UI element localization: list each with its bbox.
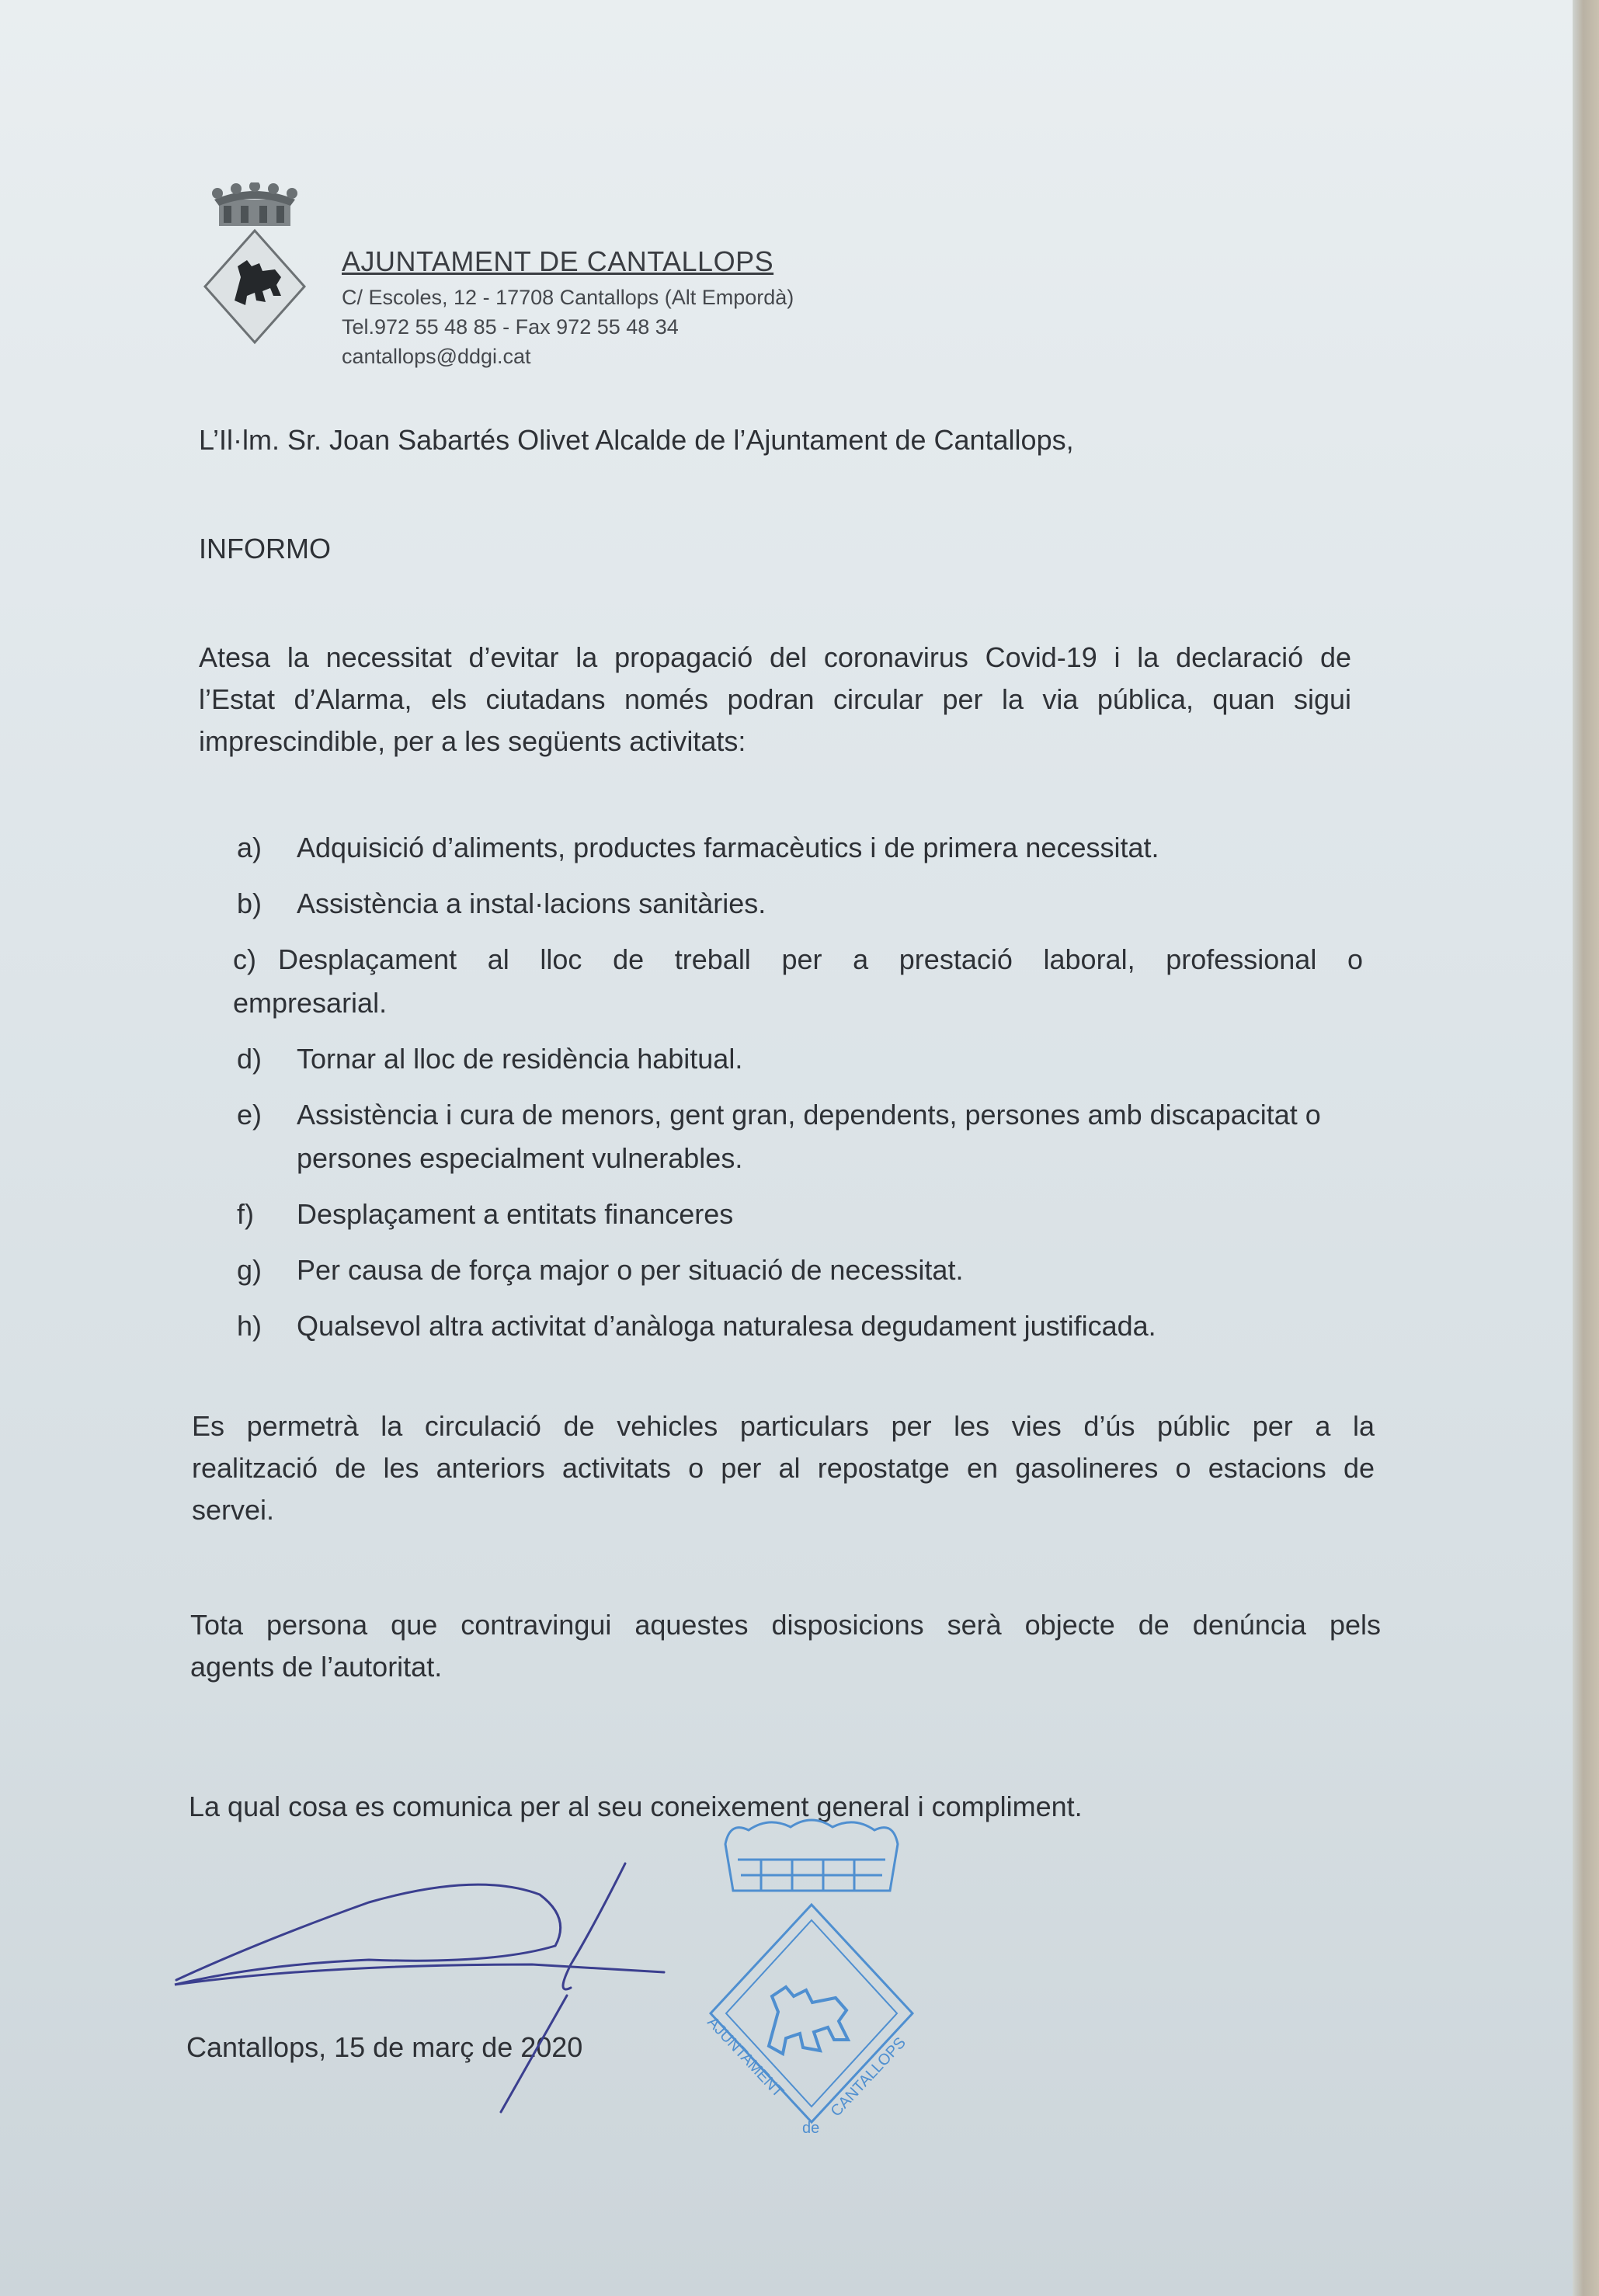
organization-phone-fax: Tel.972 55 48 85 - Fax 972 55 48 34 [342, 315, 679, 339]
official-stamp-icon [691, 1813, 932, 2139]
heading-informo: INFORMO [199, 533, 331, 564]
activities-list [233, 826, 1363, 1360]
signing-date: Cantallops, 15 de març de 2020 [186, 2031, 583, 2063]
stamp-ring-left: AJUNTAMENT [704, 2013, 787, 2101]
intro-paragraph [199, 637, 1351, 762]
list-item-text: Per causa de força major o per situació de necessitat. [297, 1254, 964, 1286]
stamp-ring-bottom: de [802, 2120, 820, 2137]
stamp-ring-right: CANTALLOPS [827, 2034, 909, 2121]
closing-statement: La qual cosa es comunica per al seu coneixement general i compliment. [189, 1791, 1083, 1822]
vehicles-line: servei. [192, 1494, 275, 1526]
list-item [233, 1037, 1363, 1081]
list-marker: d) [237, 1043, 262, 1075]
list-marker: b) [237, 887, 262, 919]
list-item-text: Tornar al lloc de residència habitual. [297, 1043, 743, 1075]
list-marker: g) [237, 1254, 262, 1286]
list-marker: c) [233, 943, 256, 975]
intro-line: l’Estat d’Alarma, els ciutadans només podran circular per la via pública, quan sigui [199, 683, 1351, 715]
list-item-text: Qualsevol altra activitat d’anàloga naturalesa degudament justificada. [297, 1310, 1156, 1342]
list-marker: e) [237, 1099, 262, 1131]
list-marker: h) [237, 1310, 262, 1342]
list-item-text: Assistència i cura de menors, gent gran, dependents, persones amb discapacitat o persones especialment vulnerables. [297, 1099, 1321, 1174]
denuncia-line: Tota persona que contravingui aquestes disposicions serà objecte de denúncia pels [190, 1609, 1381, 1641]
list-item [233, 826, 1363, 870]
list-item [233, 1093, 1363, 1180]
greeting: L’Il·lm. Sr. Joan Sabartés Olivet Alcalde de l’Ajuntament de Cantallops, [199, 424, 1074, 456]
list-marker: a) [237, 832, 262, 863]
vehicles-line: Es permetrà la circulació de vehicles particulars per les vies d’ús públic per a la [192, 1410, 1375, 1442]
vehicles-line: realització de les anteriors activitats o per al repostatge en gasolineres o estacions de [192, 1452, 1375, 1484]
list-marker: f) [237, 1198, 254, 1230]
signature-icon [167, 1856, 680, 2120]
intro-line: imprescindible, per a les següents activitats: [199, 725, 746, 757]
list-item [233, 882, 1363, 926]
list-item-text: Assistència a instal·lacions sanitàries. [297, 887, 766, 919]
vehicles-paragraph [192, 1405, 1375, 1531]
municipal-crest-icon [200, 182, 309, 346]
list-item-text: Desplaçament al lloc de treball per a prestació laboral, professional o empresarial. [233, 943, 1363, 1019]
organization-email: cantallops@ddgi.cat [342, 345, 531, 368]
organization-address: C/ Escoles, 12 - 17708 Cantallops (Alt Empordà) [342, 286, 794, 309]
intro-line: Atesa la necessitat d’evitar la propagació del coronavirus Covid-19 i la declaració de [199, 641, 1351, 673]
denuncia-line: agents de l’autoritat. [190, 1651, 443, 1683]
list-item [233, 938, 1363, 1025]
list-item-text: Desplaçament a entitats financeres [297, 1198, 734, 1230]
list-item [233, 1304, 1363, 1348]
list-item-text: Adquisició d’aliments, productes farmacèutics i de primera necessitat. [297, 832, 1159, 863]
list-item [233, 1193, 1363, 1236]
list-item [233, 1249, 1363, 1292]
denuncia-paragraph [190, 1604, 1381, 1688]
letterhead [342, 245, 794, 371]
organization-name: AJUNTAMENT DE CANTALLOPS [342, 245, 774, 277]
